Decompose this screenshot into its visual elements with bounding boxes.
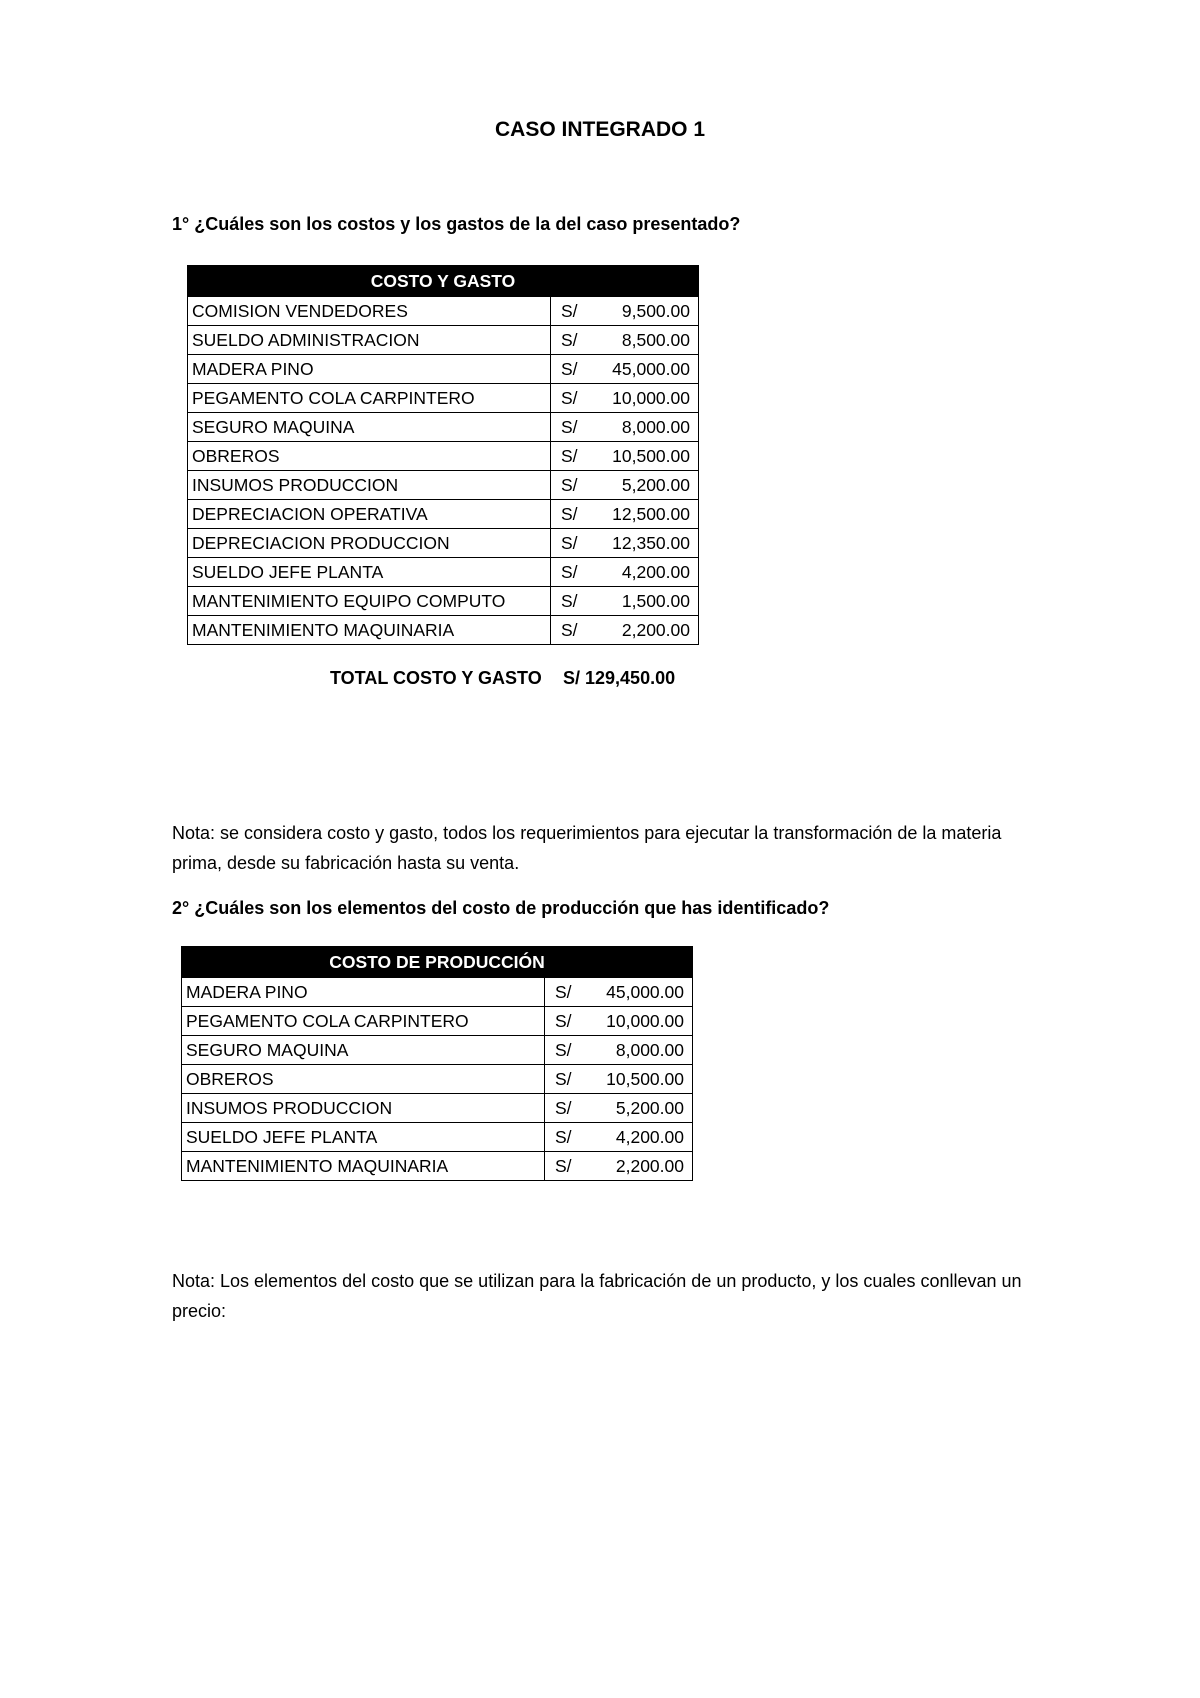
currency-symbol: S/ [555, 1097, 572, 1118]
row-label: MANTENIMIENTO MAQUINARIA [188, 616, 551, 645]
currency-symbol: S/ [561, 358, 578, 379]
table-row [182, 1036, 693, 1065]
table-row [182, 1123, 693, 1152]
row-label: SEGURO MAQUINA [188, 413, 551, 442]
row-amount-cell [545, 1152, 693, 1181]
table-header: COSTO DE PRODUCCIÓN [182, 947, 693, 978]
row-amount-cell [551, 500, 699, 529]
page-title: CASO INTEGRADO 1 [494, 118, 706, 141]
row-amount: 1,500.00 [621, 590, 690, 611]
row-amount-cell [545, 1094, 693, 1123]
total-value: S/ 129,450.00 [563, 668, 676, 688]
table-row [188, 326, 699, 355]
row-amount-cell [551, 558, 699, 587]
currency-symbol: S/ [555, 1126, 572, 1147]
table-row [182, 978, 693, 1007]
row-amount-cell [551, 616, 699, 645]
row-label: PEGAMENTO COLA CARPINTERO [188, 384, 551, 413]
table-header-row [188, 266, 699, 297]
row-amount-cell [551, 326, 699, 355]
row-amount: 10,500.00 [606, 1068, 684, 1089]
table-row [188, 500, 699, 529]
row-label: COMISION VENDEDORES [188, 297, 551, 326]
currency-symbol: S/ [561, 532, 578, 553]
table-row [182, 1065, 693, 1094]
currency-symbol: S/ [561, 300, 578, 321]
table-row [188, 558, 699, 587]
currency-symbol: S/ [561, 445, 578, 466]
row-amount: 12,350.00 [612, 532, 690, 553]
row-amount-cell [551, 355, 699, 384]
currency-symbol: S/ [561, 329, 578, 350]
question-2: 2° ¿Cuáles son los elementos del costo de producción que has identificado? [172, 898, 830, 918]
row-amount: 8,000.00 [615, 1039, 684, 1060]
table-header: COSTO Y GASTO [188, 266, 699, 297]
row-amount: 45,000.00 [606, 981, 684, 1002]
row-amount-cell [551, 442, 699, 471]
row-label: SEGURO MAQUINA [182, 1036, 545, 1065]
currency-symbol: S/ [561, 561, 578, 582]
row-amount-cell [545, 978, 693, 1007]
total-label: TOTAL COSTO Y GASTO [330, 668, 542, 688]
row-amount: 4,200.00 [615, 1126, 684, 1147]
table-header-row [182, 947, 693, 978]
row-label: SUELDO ADMINISTRACION [188, 326, 551, 355]
row-label: OBREROS [182, 1065, 545, 1094]
row-amount: 10,000.00 [606, 1010, 684, 1031]
table-row [182, 1007, 693, 1036]
row-amount-cell [551, 587, 699, 616]
row-label: INSUMOS PRODUCCION [182, 1094, 545, 1123]
currency-symbol: S/ [555, 1068, 572, 1089]
row-amount: 10,000.00 [612, 387, 690, 408]
row-label: MANTENIMIENTO MAQUINARIA [182, 1152, 545, 1181]
row-amount: 5,200.00 [621, 474, 690, 495]
table-row [182, 1094, 693, 1123]
table-row [188, 442, 699, 471]
currency-symbol: S/ [561, 416, 578, 437]
row-amount-cell [551, 471, 699, 500]
currency-symbol: S/ [561, 474, 578, 495]
row-amount-cell [545, 1065, 693, 1094]
row-amount: 12,500.00 [612, 503, 690, 524]
table-row [182, 1152, 693, 1181]
row-label: MADERA PINO [188, 355, 551, 384]
row-amount: 8,000.00 [621, 416, 690, 437]
currency-symbol: S/ [555, 1010, 572, 1031]
table-row [188, 616, 699, 645]
row-label: MANTENIMIENTO EQUIPO COMPUTO [188, 587, 551, 616]
table-row [188, 297, 699, 326]
currency-symbol: S/ [561, 387, 578, 408]
row-amount: 5,200.00 [615, 1097, 684, 1118]
currency-symbol: S/ [555, 981, 572, 1002]
currency-symbol: S/ [555, 1039, 572, 1060]
cost-expense-table [187, 265, 699, 645]
row-amount-cell [551, 529, 699, 558]
row-amount-cell [551, 297, 699, 326]
row-amount: 9,500.00 [621, 300, 690, 321]
row-amount: 8,500.00 [621, 329, 690, 350]
table-row [188, 529, 699, 558]
table-row [188, 413, 699, 442]
currency-symbol: S/ [561, 619, 578, 640]
row-label: DEPRECIACION PRODUCCION [188, 529, 551, 558]
table-row [188, 384, 699, 413]
currency-symbol: S/ [561, 503, 578, 524]
note-2: Nota: Los elementos del costo que se utilizan para la fabricación de un producto, y los cuales conllevan un precio: [172, 1271, 1022, 1321]
row-amount-cell [551, 413, 699, 442]
note-1: Nota: se considera costo y gasto, todos los requerimientos para ejecutar la transformación de la materia prima, desde su fabricación hasta su venta. [172, 823, 1002, 873]
row-label: OBREROS [188, 442, 551, 471]
row-amount: 45,000.00 [612, 358, 690, 379]
row-amount-cell [545, 1007, 693, 1036]
row-label: SUELDO JEFE PLANTA [182, 1123, 545, 1152]
production-cost-table [181, 946, 693, 1181]
row-label: DEPRECIACION OPERATIVA [188, 500, 551, 529]
row-amount-cell [545, 1036, 693, 1065]
table-row [188, 471, 699, 500]
row-amount: 2,200.00 [621, 619, 690, 640]
row-label: INSUMOS PRODUCCION [188, 471, 551, 500]
row-amount: 10,500.00 [612, 445, 690, 466]
row-amount: 4,200.00 [621, 561, 690, 582]
row-label: MADERA PINO [182, 978, 545, 1007]
question-1: 1° ¿Cuáles son los costos y los gastos de la del caso presentado? [172, 214, 741, 234]
currency-symbol: S/ [555, 1155, 572, 1176]
table-row [188, 587, 699, 616]
row-label: SUELDO JEFE PLANTA [188, 558, 551, 587]
currency-symbol: S/ [561, 590, 578, 611]
row-amount-cell [551, 384, 699, 413]
table-row [188, 355, 699, 384]
row-amount: 2,200.00 [615, 1155, 684, 1176]
row-label: PEGAMENTO COLA CARPINTERO [182, 1007, 545, 1036]
row-amount-cell [545, 1123, 693, 1152]
